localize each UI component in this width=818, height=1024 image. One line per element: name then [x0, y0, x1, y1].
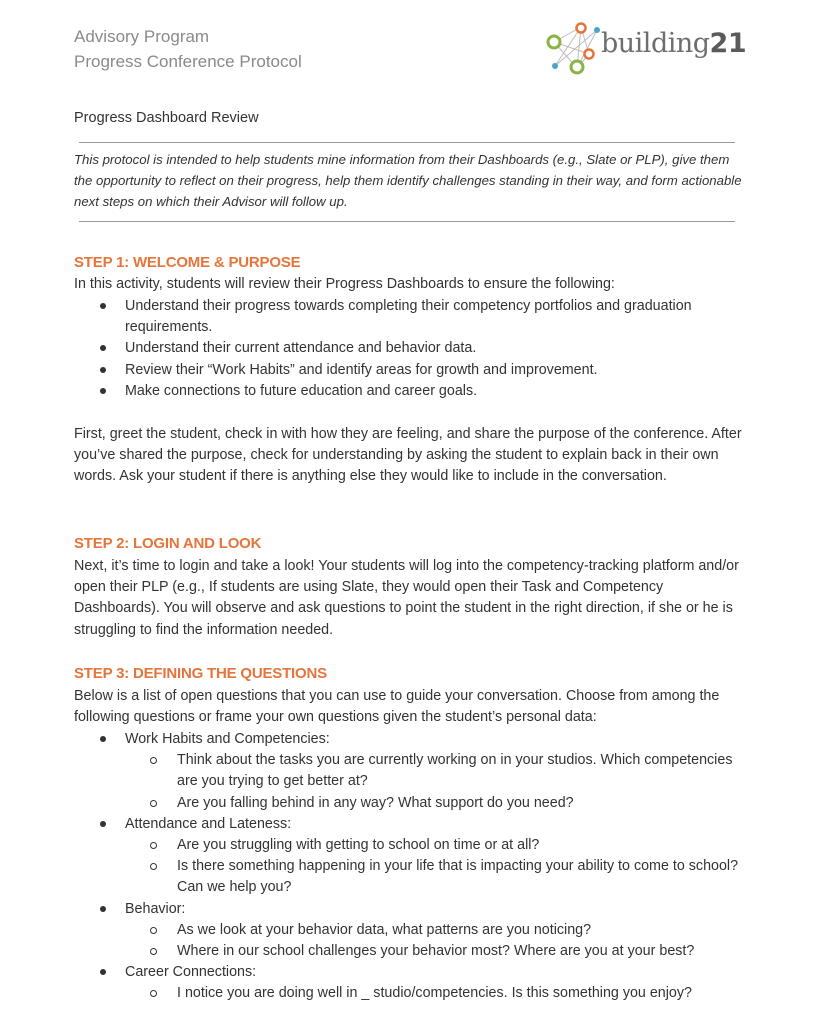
divider-bottom	[79, 221, 735, 222]
question-group	[74, 729, 754, 814]
building21-logo	[545, 22, 747, 76]
question-item: Are you struggling with getting to school on time or at all?	[125, 835, 754, 856]
step1-lead: In this activity, students will review their Progress Dashboards to ensure the following:	[74, 276, 615, 292]
intro-text: This protocol is intended to help students mine information from their Dashboards (e.g., Slate or PLP), give them the opportunity to reflect on their progress, help them identify challenges standing in their way, and form actionable next steps on which their Advisor will follow up.	[74, 152, 742, 209]
network-logo-icon	[545, 22, 605, 76]
group-label: Attendance and Lateness:	[125, 815, 292, 832]
step3-lead: Below is a list of open questions that you can use to guide your conversation. Choose from among the following questions or frame your own questions given the student’s personal data:	[74, 688, 720, 726]
question-group	[74, 899, 754, 963]
protocol-title: Progress Conference Protocol	[74, 52, 302, 71]
list-item: Understand their progress towards completing their competency portfolios and graduation requirements.	[74, 296, 754, 338]
step3-heading: STEP 3: DEFINING THE QUESTIONS	[74, 665, 327, 682]
logo-wordmark	[601, 28, 746, 59]
list-item: Understand their current attendance and behavior data.	[74, 338, 754, 359]
program-title: Advisory Program	[74, 27, 210, 46]
step2-heading: STEP 2: LOGIN AND LOOK	[74, 535, 262, 552]
list-item: Make connections to future education and career goals.	[74, 381, 754, 402]
step1-paragraph: First, greet the student, check in with how they are feeling, and share the purpose of the conference. After you’ve shared the purpose, check for understanding by asking the student to explain back in their own words. Ask your student if there is anything else they would like to include in the conversation.	[74, 426, 742, 485]
question-item: Is there something happening in your life that is impacting your ability to come to school? Can we help you?	[125, 856, 754, 898]
question-item: Where in our school challenges your behavior most? Where are you at your best?	[125, 941, 754, 962]
step1-heading: STEP 1: WELCOME & PURPOSE	[74, 254, 301, 271]
question-item: As we look at your behavior data, what patterns are you noticing?	[125, 920, 754, 941]
logo-number: 21	[709, 28, 747, 59]
section-title: Progress Dashboard Review	[74, 110, 259, 126]
question-item: Are you falling behind in any way? What support do you need?	[125, 793, 754, 814]
document-header	[74, 24, 302, 74]
group-label: Behavior:	[125, 900, 186, 917]
question-item: Think about the tasks you are currently working on in your studios. Which competencies are you trying to get better at?	[125, 750, 754, 792]
group-label: Work Habits and Competencies:	[125, 731, 330, 747]
question-item: I notice you are doing well in _ studio/competencies. Is this something you enjoy?	[125, 983, 754, 1004]
question-groups	[74, 729, 754, 1005]
divider-top	[79, 142, 735, 143]
step2-paragraph: Next, it’s time to login and take a look! Your students will log into the competency-tracking platform and/or open their PLP (e.g., If students are using Slate, they would open their Task and Competency Dashboards). You will observe and ask questions to point the student in the right direction, if she or he is struggling to find the information needed.	[74, 558, 739, 638]
group-label: Career Connections:	[125, 964, 257, 981]
question-group	[74, 814, 754, 899]
question-group	[74, 962, 754, 1004]
step1-bullets	[74, 296, 754, 402]
logo-word: building	[601, 28, 710, 59]
list-item: Review their “Work Habits” and identify areas for growth and improvement.	[74, 360, 754, 381]
